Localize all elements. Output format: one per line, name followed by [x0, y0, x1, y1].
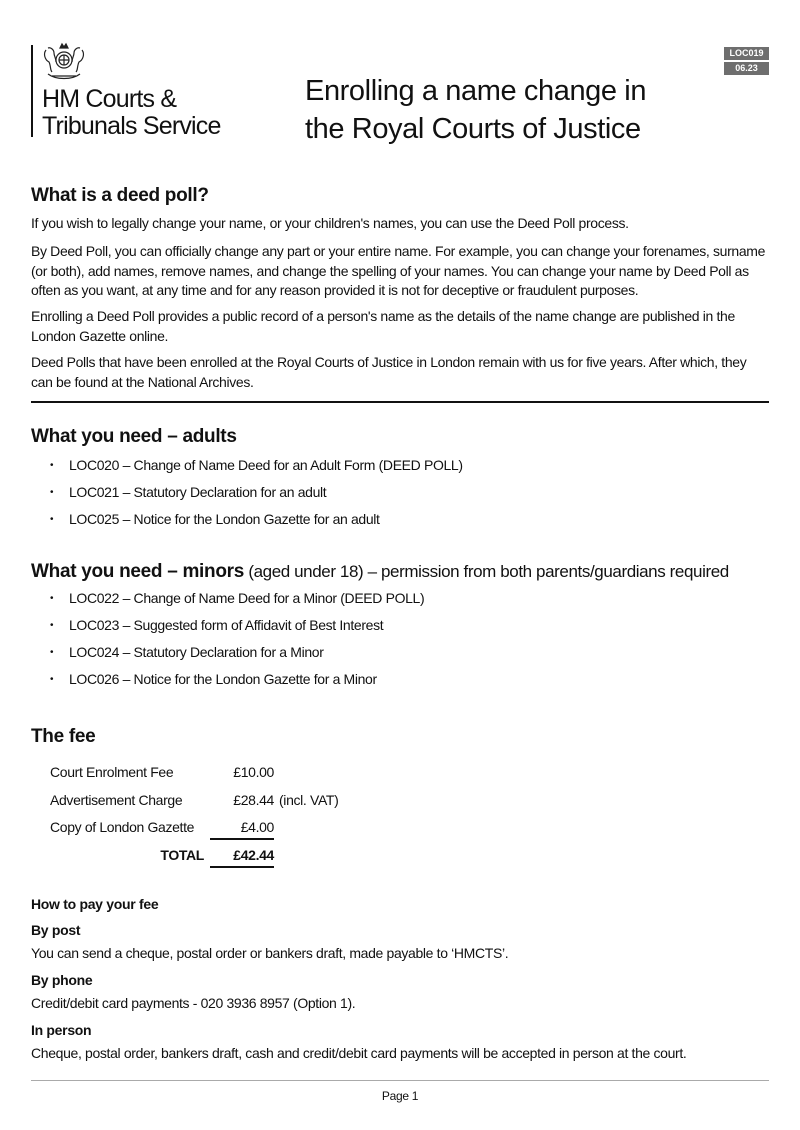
- payment-method-title: By post: [31, 922, 81, 938]
- list-item: • LOC023 – Suggested form of Affidavit of Best Interest: [31, 612, 771, 639]
- footer-divider: [31, 1080, 769, 1081]
- list-item: • LOC024 – Statutory Declaration for a Minor: [31, 639, 771, 666]
- section-divider: [31, 401, 769, 403]
- payment-method-text: You can send a cheque, postal order or bankers draft, made payable to ‘HMCTS’.: [31, 945, 509, 961]
- adults-heading: What you need – adults: [31, 426, 237, 447]
- list-item: • LOC020 – Change of Name Deed for an Adult Form (DEED POLL): [31, 452, 771, 479]
- org-name-line1: HM Courts &: [42, 85, 177, 113]
- adults-form-list: [31, 452, 771, 533]
- minors-heading-title: What you need – minors: [31, 561, 244, 582]
- fee-label: Court Enrolment Fee: [50, 764, 174, 780]
- minors-form-list: [31, 585, 771, 693]
- fee-total-amount: £42.44: [233, 847, 274, 863]
- fee-label: Copy of London Gazette: [50, 819, 195, 835]
- minors-heading: [31, 560, 729, 584]
- fee-amount: £4.00: [240, 819, 274, 835]
- fee-amount: £10.00: [233, 764, 274, 780]
- organisation-name: [42, 86, 221, 140]
- subtotal-rule: [210, 838, 274, 840]
- title-line1: Enrolling a name change in: [305, 75, 647, 107]
- fee-total-label: TOTAL: [160, 847, 204, 863]
- payment-method-text: Cheque, postal order, bankers draft, cash and credit/debit card payments will be accepted in person at the court.: [31, 1045, 687, 1061]
- list-item: • LOC021 – Statutory Declaration for an adult: [31, 479, 771, 506]
- deed-poll-paragraph-4: Deed Polls that have been enrolled at the Royal Courts of Justice in London remain with us for five years. After which, they can be found at the National Archives.: [31, 354, 747, 390]
- form-date-badge: 06.23: [724, 62, 769, 75]
- fee-amount: £28.44: [233, 792, 274, 808]
- fee-note: (incl. VAT): [279, 792, 339, 808]
- deed-poll-heading: What is a deed poll?: [31, 185, 209, 206]
- payment-method-title: By phone: [31, 972, 93, 988]
- list-item: • LOC026 – Notice for the London Gazette for a Minor: [31, 666, 771, 693]
- deed-poll-paragraph-1: If you wish to legally change your name, or your children's names, you can use the Deed Poll process.: [31, 215, 629, 231]
- payment-method-text: Credit/debit card payments - 020 3936 8957 (Option 1).: [31, 995, 356, 1011]
- fee-label: Advertisement Charge: [50, 792, 183, 808]
- payment-method-title: In person: [31, 1022, 92, 1038]
- list-item: • LOC025 – Notice for the London Gazette for an adult: [31, 506, 771, 533]
- title-line2: the Royal Courts of Justice: [305, 113, 641, 145]
- total-rule: [210, 866, 274, 868]
- list-item: • LOC022 – Change of Name Deed for a Minor (DEED POLL): [31, 585, 771, 612]
- minors-heading-subtitle: (aged under 18) – permission from both parents/guardians required: [244, 562, 729, 581]
- form-code-badge: LOC019: [724, 47, 769, 60]
- deed-poll-paragraph-2: By Deed Poll, you can officially change any part or your entire name. For example, you can change your forenames, surname (or both), add names, remove names, and change the spelling of your names. You can change your name by Deed Poll as often as you want, at any time and for any reason provided it is not for deceptive or fraudulent purposes.: [31, 243, 766, 298]
- org-name-line2: Tribunals Service: [42, 112, 221, 140]
- logo-divider: [31, 45, 33, 137]
- deed-poll-paragraph-3: Enrolling a Deed Poll provides a public record of a person's name as the details of the name change are published in the London Gazette online.: [31, 308, 735, 344]
- page-title: [305, 72, 646, 148]
- fee-heading: The fee: [31, 726, 96, 747]
- royal-coat-of-arms-icon: [40, 42, 88, 82]
- payment-heading: How to pay your fee: [31, 896, 159, 912]
- page-number: Page 1: [381, 1089, 419, 1103]
